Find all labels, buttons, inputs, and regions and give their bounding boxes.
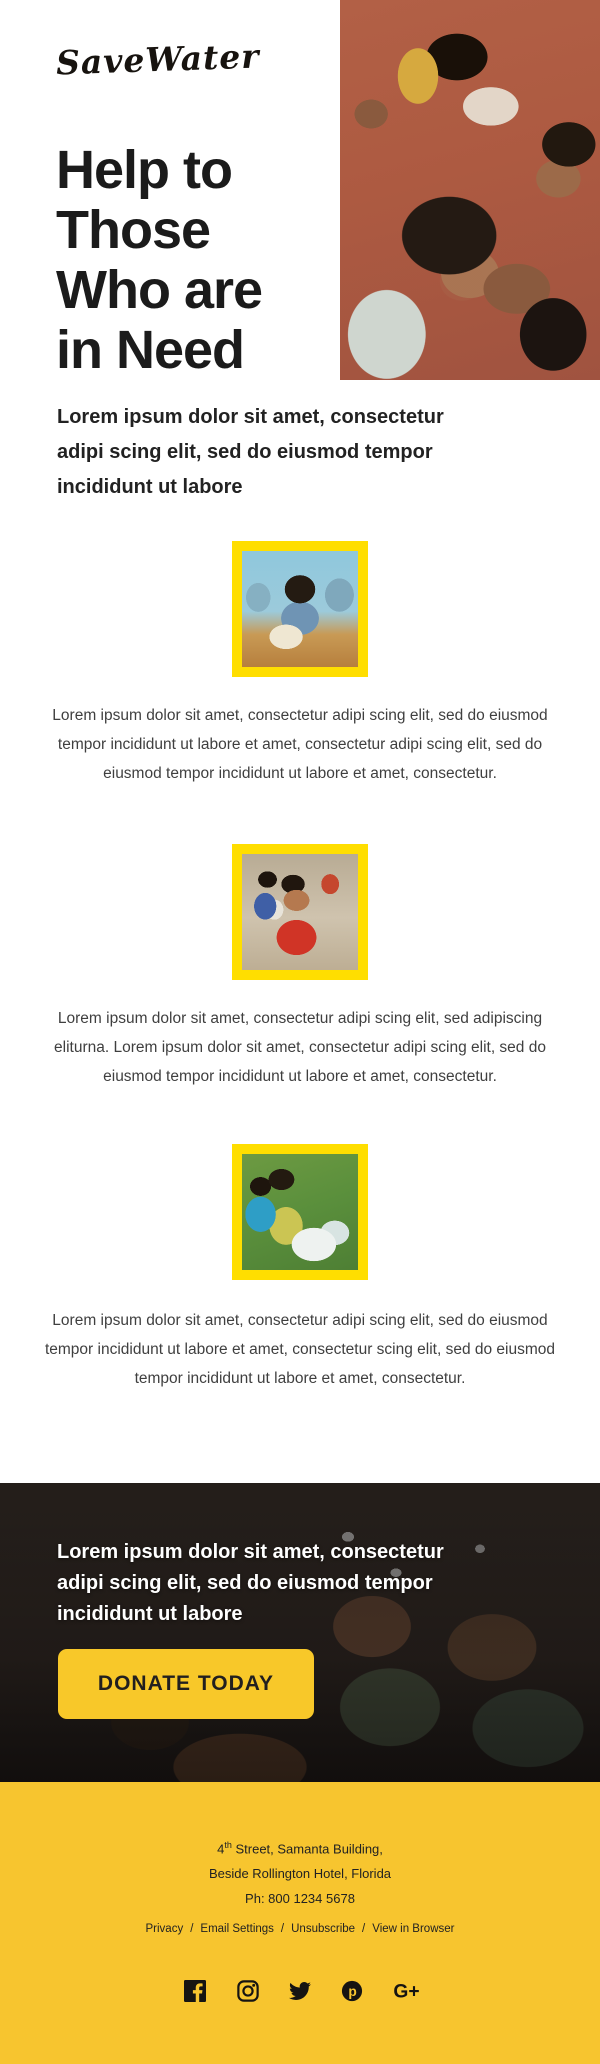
address-street-number: 4 [217,1841,225,1857]
address-line-1 [0,1833,600,1861]
donate-today-button[interactable]: DONATE TODAY [58,1649,314,1719]
view-in-browser-link[interactable]: View in Browser [372,1923,455,1935]
email-settings-link[interactable]: Email Settings [200,1923,274,1935]
framed-photo-splash [232,1144,368,1280]
twitter-icon[interactable] [287,1980,313,2004]
section-paragraph: Lorem ipsum dolor sit amet, consectetur adipi scing elit, sed adipiscing eliturna. Lorem ipsum dolor sit amet, consectetur adipi scing elit, sed do eiusmod tempor incididunt ut labore et amet, consectetur. [54,1010,546,1085]
footer-address [0,1833,600,1911]
facebook-icon[interactable] [182,1980,208,2004]
unsubscribe-link[interactable]: Unsubscribe [291,1923,356,1935]
address-line-2: Beside Rollington Hotel, Florida [208,1866,392,1882]
intro-text: Lorem ipsum dolor sit amet, consectetur adipi scing elit, sed do eiusmod tempor incididunt ut labore [57,406,444,498]
classroom-boy-photo [242,551,358,667]
section-paragraph: Lorem ipsum dolor sit amet, consectetur adipi scing elit, sed do eiusmod tempor incididunt ut labore et amet, consectetur adipi scing elit, sed do eiusmod tempor incididunt ut labore et amet, consectetur. [52,707,548,782]
cta-banner [0,1483,600,1782]
link-separator: / [190,1923,194,1935]
pinterest-icon[interactable] [339,1980,365,2004]
footer-links [0,1923,600,1935]
link-separator: / [280,1923,285,1935]
google-plus-icon[interactable] [392,1980,418,2004]
hero-photo [340,0,600,380]
address-line-3: Ph: 800 1234 5678 [245,1891,355,1907]
children-water-splash-photo [242,1154,358,1270]
children-running-photo [242,854,358,970]
address-street-rest: Street, Samanta Building, [231,1841,383,1857]
instagram-icon[interactable] [235,1980,261,2004]
svg-text:G+: G+ [393,1981,420,2002]
address-ordinal: th [224,1840,232,1850]
framed-photo-classroom [232,541,368,677]
framed-photo-running [232,844,368,980]
brand-logo[interactable]: SaveWater [55,36,261,83]
page-title: Help to Those Who are in Need [56,140,263,380]
svg-text:p: p [348,1984,358,2000]
privacy-link[interactable]: Privacy [145,1923,184,1935]
footer [0,1782,600,2064]
cta-text: Lorem ipsum dolor sit amet, consectetur adipi scing elit, sed do eiusmod tempor incididunt ut labore [57,1541,444,1625]
section-paragraph: Lorem ipsum dolor sit amet, consectetur adipi scing elit, sed do eiusmod tempor incididunt ut labore et amet, consectetur scing elit, sed do eiusmod tempor incididunt ut labore et amet, consectetur. [44,1312,556,1387]
link-separator: / [362,1923,366,1935]
social-icons-row [0,1980,600,2004]
